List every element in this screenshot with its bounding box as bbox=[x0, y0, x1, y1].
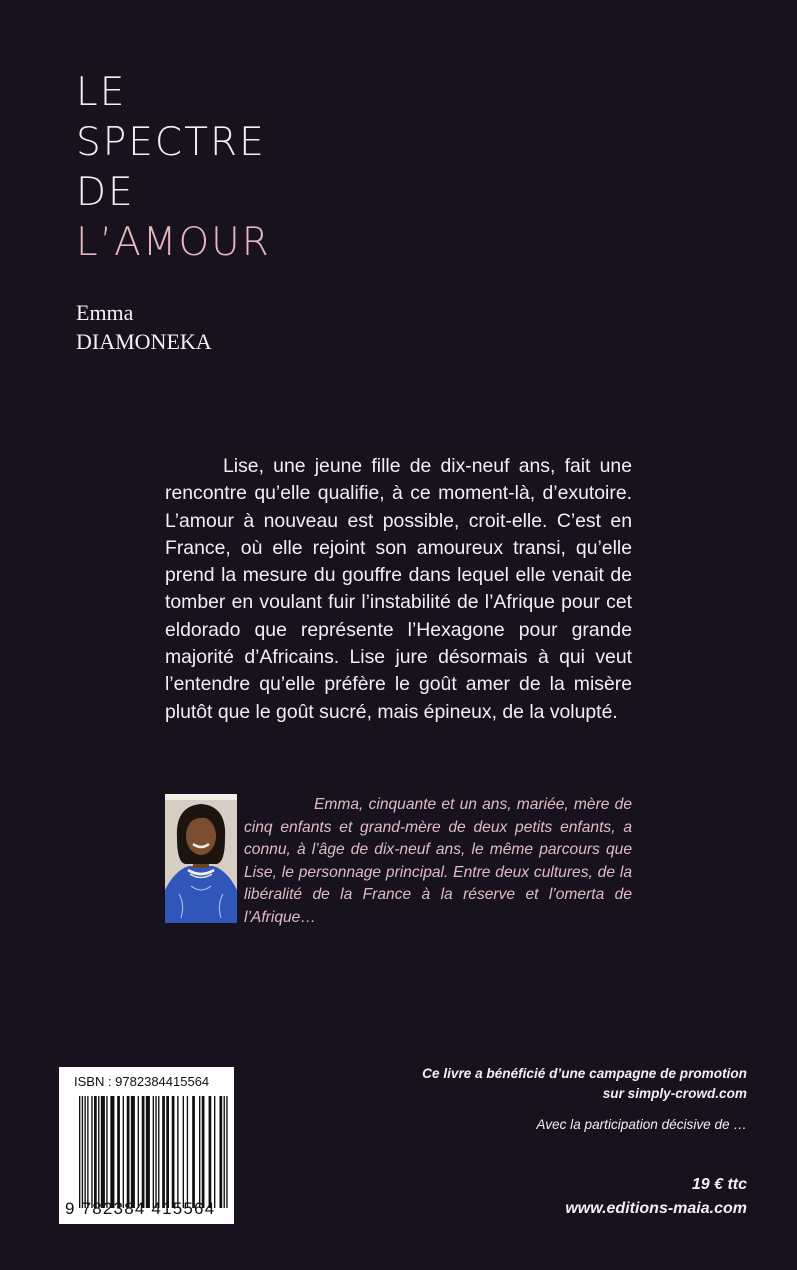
barcode-bar bbox=[219, 1096, 222, 1208]
author-name bbox=[76, 298, 212, 356]
barcode-bar bbox=[155, 1096, 156, 1208]
author-last-name: DIAMONEKA bbox=[76, 329, 212, 354]
barcode-bar bbox=[142, 1096, 145, 1208]
barcode-bar bbox=[106, 1096, 107, 1208]
publisher-website: www.editions-maia.com bbox=[565, 1200, 747, 1217]
barcode-bar bbox=[172, 1096, 175, 1208]
barcode-bar bbox=[153, 1096, 154, 1208]
author-bio: Emma, cinquante et un ans, mariée, mère de cinq enfants et grand-mère de deux petits enfants, a connu, à l’âge de dix-neuf ans, le même parcours que Lise, le personnage principal. Entre deux cultures, de la libéralité de la France à la réserve et l’omerta de l’Afrique… bbox=[244, 796, 632, 926]
title-line-2: SPECTRE bbox=[76, 120, 266, 165]
barcode-bar bbox=[87, 1096, 88, 1208]
title-line-1: LE bbox=[76, 70, 127, 115]
barcode-bar bbox=[82, 1096, 83, 1208]
title-line-4: L’AMOUR bbox=[76, 220, 271, 265]
barcode-bar bbox=[158, 1096, 159, 1208]
barcode-bar bbox=[101, 1096, 105, 1208]
isbn-barcode bbox=[59, 1067, 234, 1224]
barcode-digits: 9 782384 415564 bbox=[65, 1199, 216, 1218]
barcode-bar bbox=[79, 1096, 80, 1208]
barcode-bar bbox=[199, 1096, 200, 1208]
barcode-bar bbox=[226, 1096, 227, 1208]
barcode-bar bbox=[138, 1096, 139, 1208]
isbn-label: ISBN : 9782384415564 bbox=[74, 1074, 210, 1089]
barcode-icon bbox=[79, 1096, 229, 1208]
barcode-bar bbox=[94, 1096, 97, 1208]
author-first-name: Emma bbox=[76, 300, 134, 325]
barcode-bar bbox=[84, 1096, 85, 1208]
barcode-bar bbox=[91, 1096, 92, 1208]
barcode-bar bbox=[183, 1096, 184, 1208]
promo-text bbox=[367, 1064, 747, 1104]
author-portrait-image bbox=[165, 794, 237, 923]
barcode-bar bbox=[131, 1096, 135, 1208]
book-title bbox=[76, 68, 271, 268]
book-summary: Lise, une jeune fille de dix-neuf ans, fait une rencontre qu’elle qualifie, à ce moment-là, d’exutoire. L’amour à nouveau est possible, croit-elle. C’est en France, où elle rejoint son amoureux transi, qu’elle prend la mesure du gouffre dans lequel elle venait de tomber en voulant fuir l’instabilité de l’Afrique pour cet eldorado que représente l’Hexagone pour grande majorité d’Africains. Lise jure désormais à qui veut l’entendre qu’elle préfère le goût amer de la misère plutôt que le goût sucré, mais épineux, de la volupté. bbox=[165, 455, 632, 723]
barcode-bar bbox=[214, 1096, 215, 1208]
barcode-bar bbox=[202, 1096, 205, 1208]
author-photo bbox=[165, 794, 237, 923]
barcode-bar bbox=[123, 1096, 124, 1208]
title-line-3: DE bbox=[76, 170, 135, 215]
barcode-bar bbox=[146, 1096, 150, 1208]
barcode-bar bbox=[127, 1096, 130, 1208]
participation-text: Avec la participation décisive de … bbox=[536, 1117, 747, 1132]
barcode-bar bbox=[192, 1096, 195, 1208]
promo-line-2: sur simply-crowd.com bbox=[602, 1086, 747, 1101]
price: 19 € ttc bbox=[691, 1176, 747, 1193]
barcode-bar bbox=[162, 1096, 165, 1208]
barcode-bar bbox=[110, 1096, 114, 1208]
barcode-bar bbox=[166, 1096, 169, 1208]
barcode-bar bbox=[224, 1096, 225, 1208]
barcode-bar bbox=[117, 1096, 120, 1208]
barcode-bar bbox=[187, 1096, 188, 1208]
barcode-bar bbox=[209, 1096, 212, 1208]
barcode-bar bbox=[98, 1096, 99, 1208]
barcode-bar bbox=[177, 1096, 178, 1208]
promo-line-1: Ce livre a bénéficié d’une campagne de promotion bbox=[422, 1066, 747, 1081]
